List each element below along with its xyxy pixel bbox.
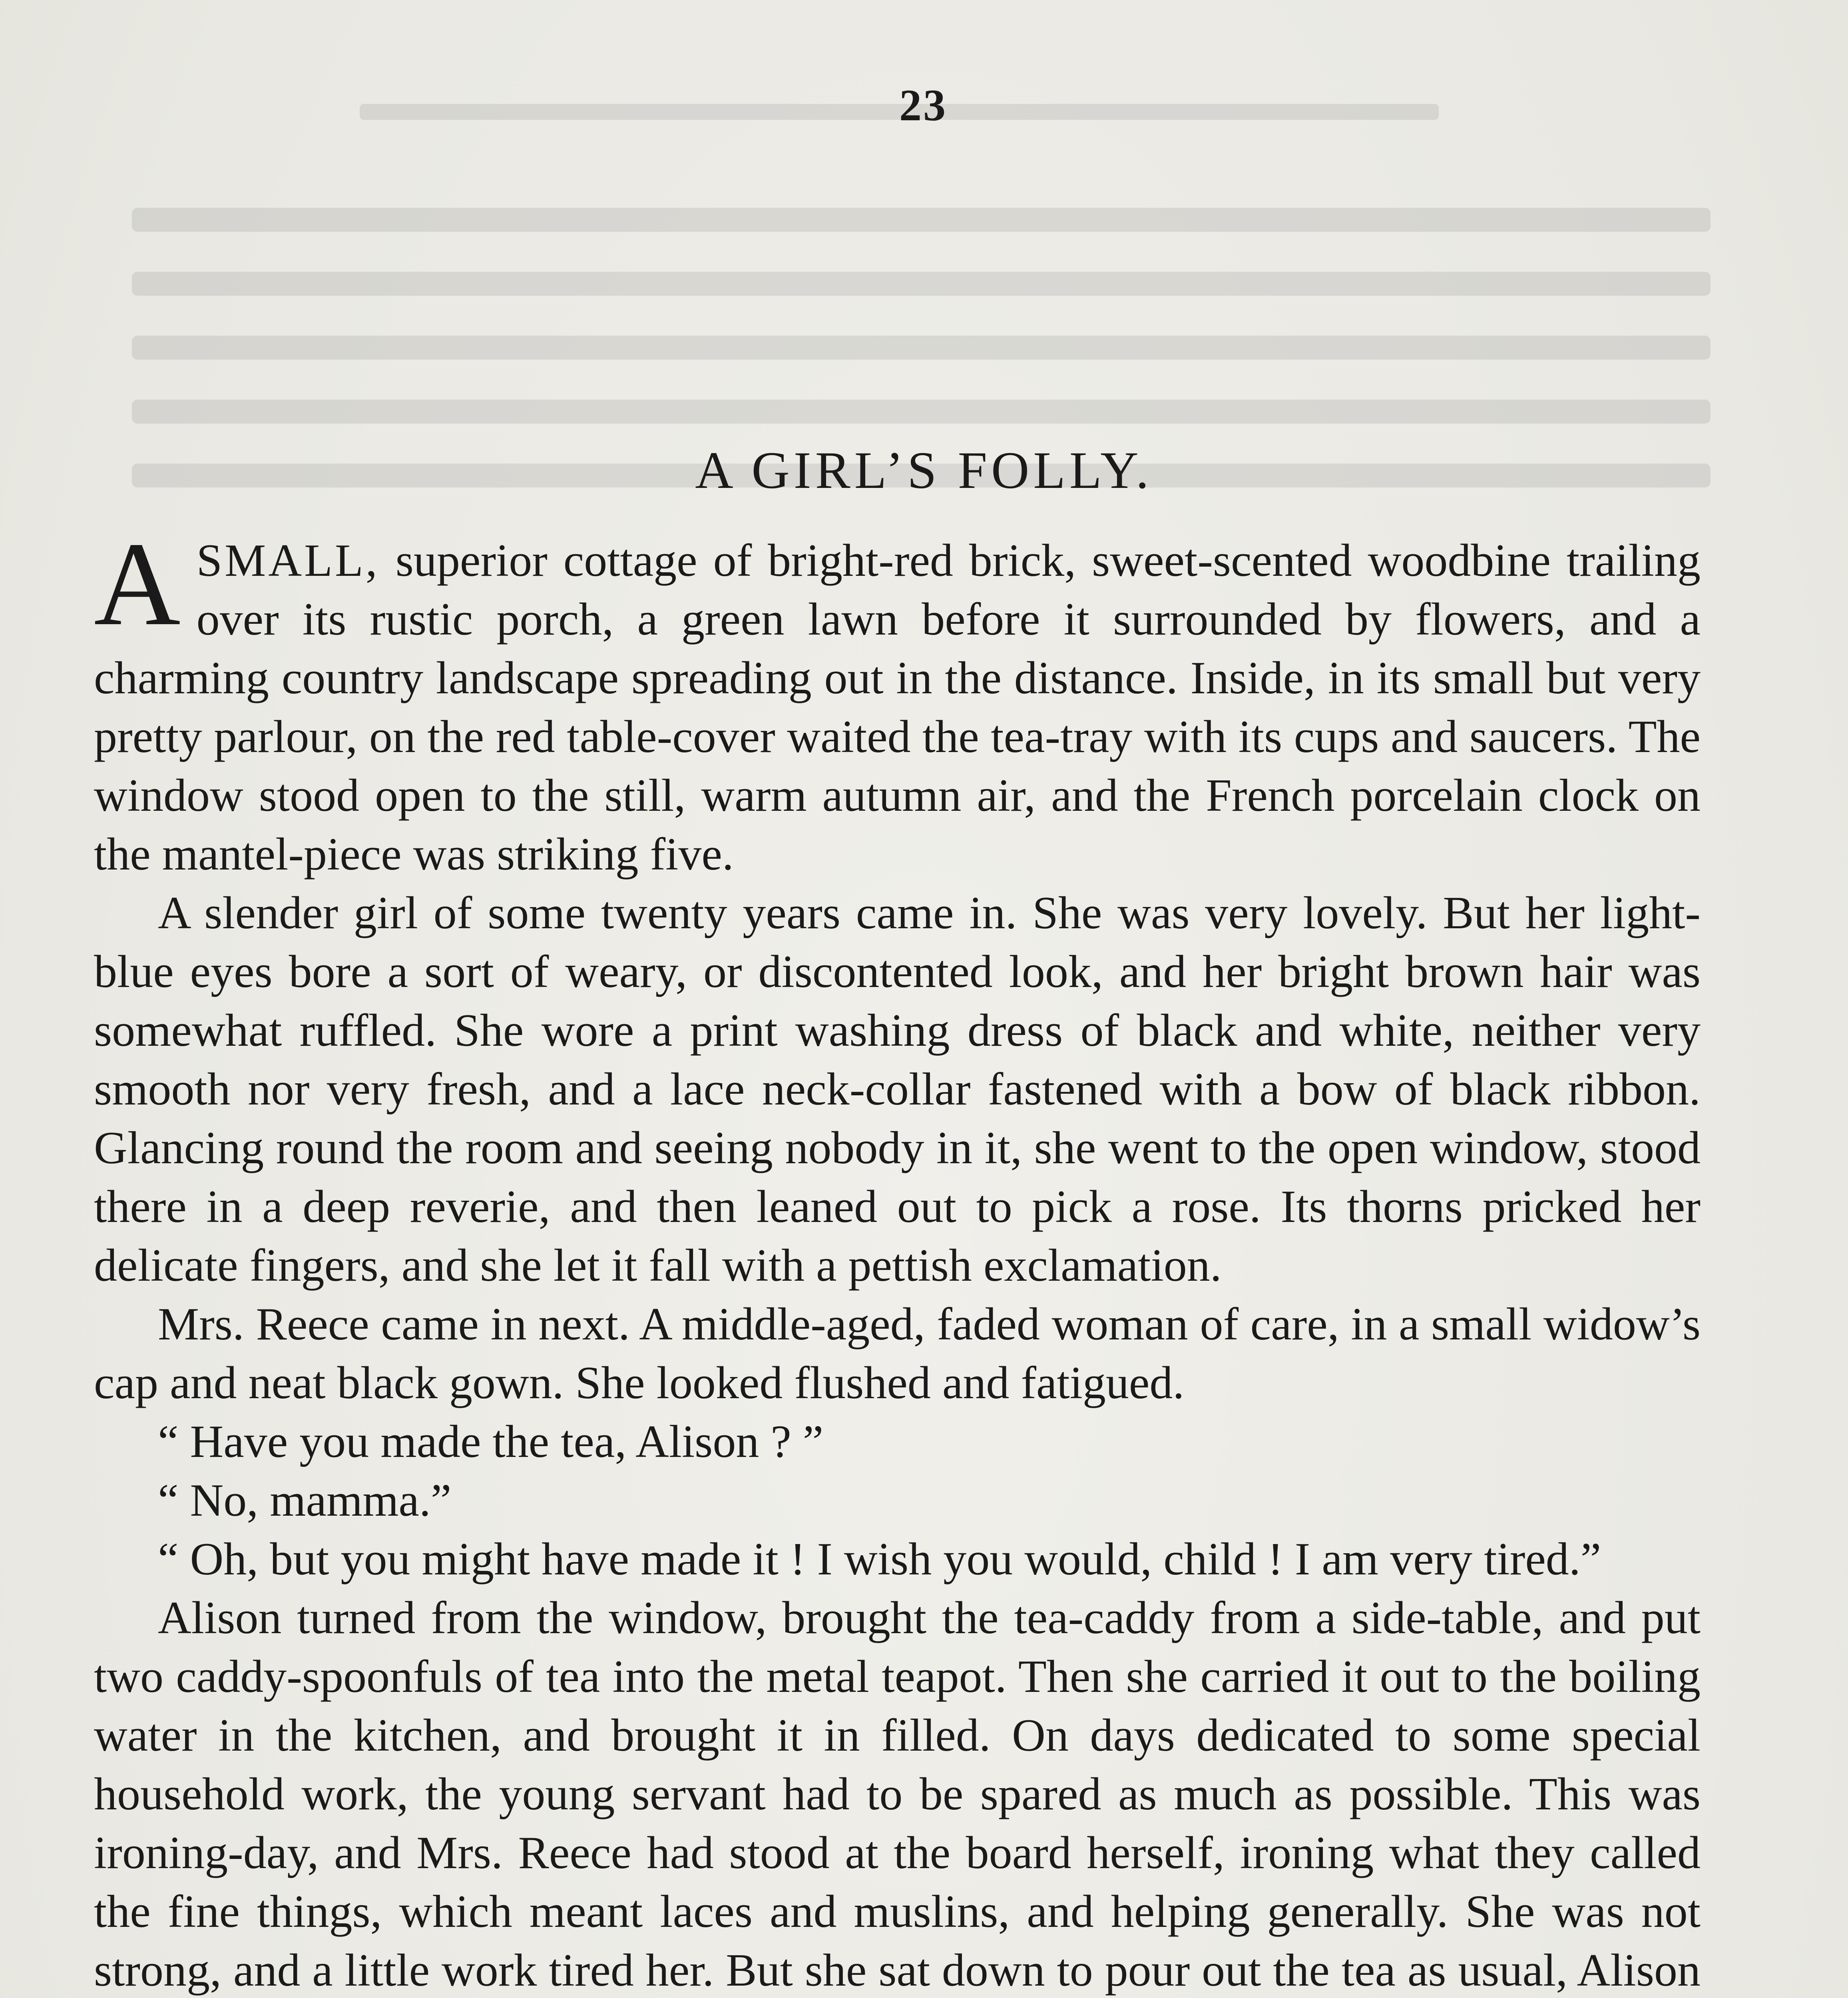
paragraph-1 [94, 517, 1701, 884]
paragraph-1-text: superior cottage of bright-red brick, sweet-scented woodbine trailing over its rustic porch, a green lawn before it surrounded by flowers, and a charming country landscape spreading out in the distance. Inside, in its small but very pretty parlour, on the red table-cover waited the tea-tray with its cups and saucers. The window stood open to the still, warm autumn air, and the French porcelain clock on the mantel-piece was striking five. [94, 535, 1701, 880]
chapter-title: A GIRL’S FOLLY. [695, 441, 1153, 500]
page-number: 23 [899, 81, 947, 130]
drop-cap: A [94, 517, 181, 650]
paragraph-7: Alison turned from the window, brought the tea-caddy from a side-table, and put two caddy-spoonfuls of tea into the metal teapot. Then she carried it out to the boiling water in the kitchen, and brought it in filled. On days dedicated to some special household work, the young servant had to be spared as much as possible. This was ironing-day, and Mrs. Reece had stood at the board herself, ironing what they called the fine things, which meant laces and muslins, and helping generally. She was not strong, and a little work tired her. But she sat down to pour out the tea as usual, Alison [94, 1592, 1701, 1996]
body-text [94, 517, 1701, 1998]
paragraph-4: “ Have you made the tea, Alison ? ” [158, 1416, 824, 1467]
paragraph-3: Mrs. Reece came in next. A middle-aged, faded woman of care, in a small widow’s cap and neat black gown. She looked flushed and fatigued. [94, 1299, 1701, 1409]
paragraph-6: “ Oh, but you might have made it ! I wish you would, child ! I am very tired.” [158, 1534, 1601, 1585]
paragraph-2: A slender girl of some twenty years came in. She was very lovely. But her light-blue eyes bore a sort of weary, or discontented look, and her bright brown hair was somewhat ruffled. She wore a print washing dress of black and white, neither very smooth nor very fresh, and a lace neck-collar fastened with a bow of black ribbon. Glancing round the room and seeing nobody in it, she went to the open window, stood there in a deep reverie, and then leaned out to pick a rose. Its thorns pricked her delicate fingers, and she let it fall with a pettish exclamation. [94, 888, 1701, 1291]
opening-smallcaps: SMALL, [196, 535, 380, 586]
paragraph-5: “ No, mamma.” [158, 1475, 452, 1526]
